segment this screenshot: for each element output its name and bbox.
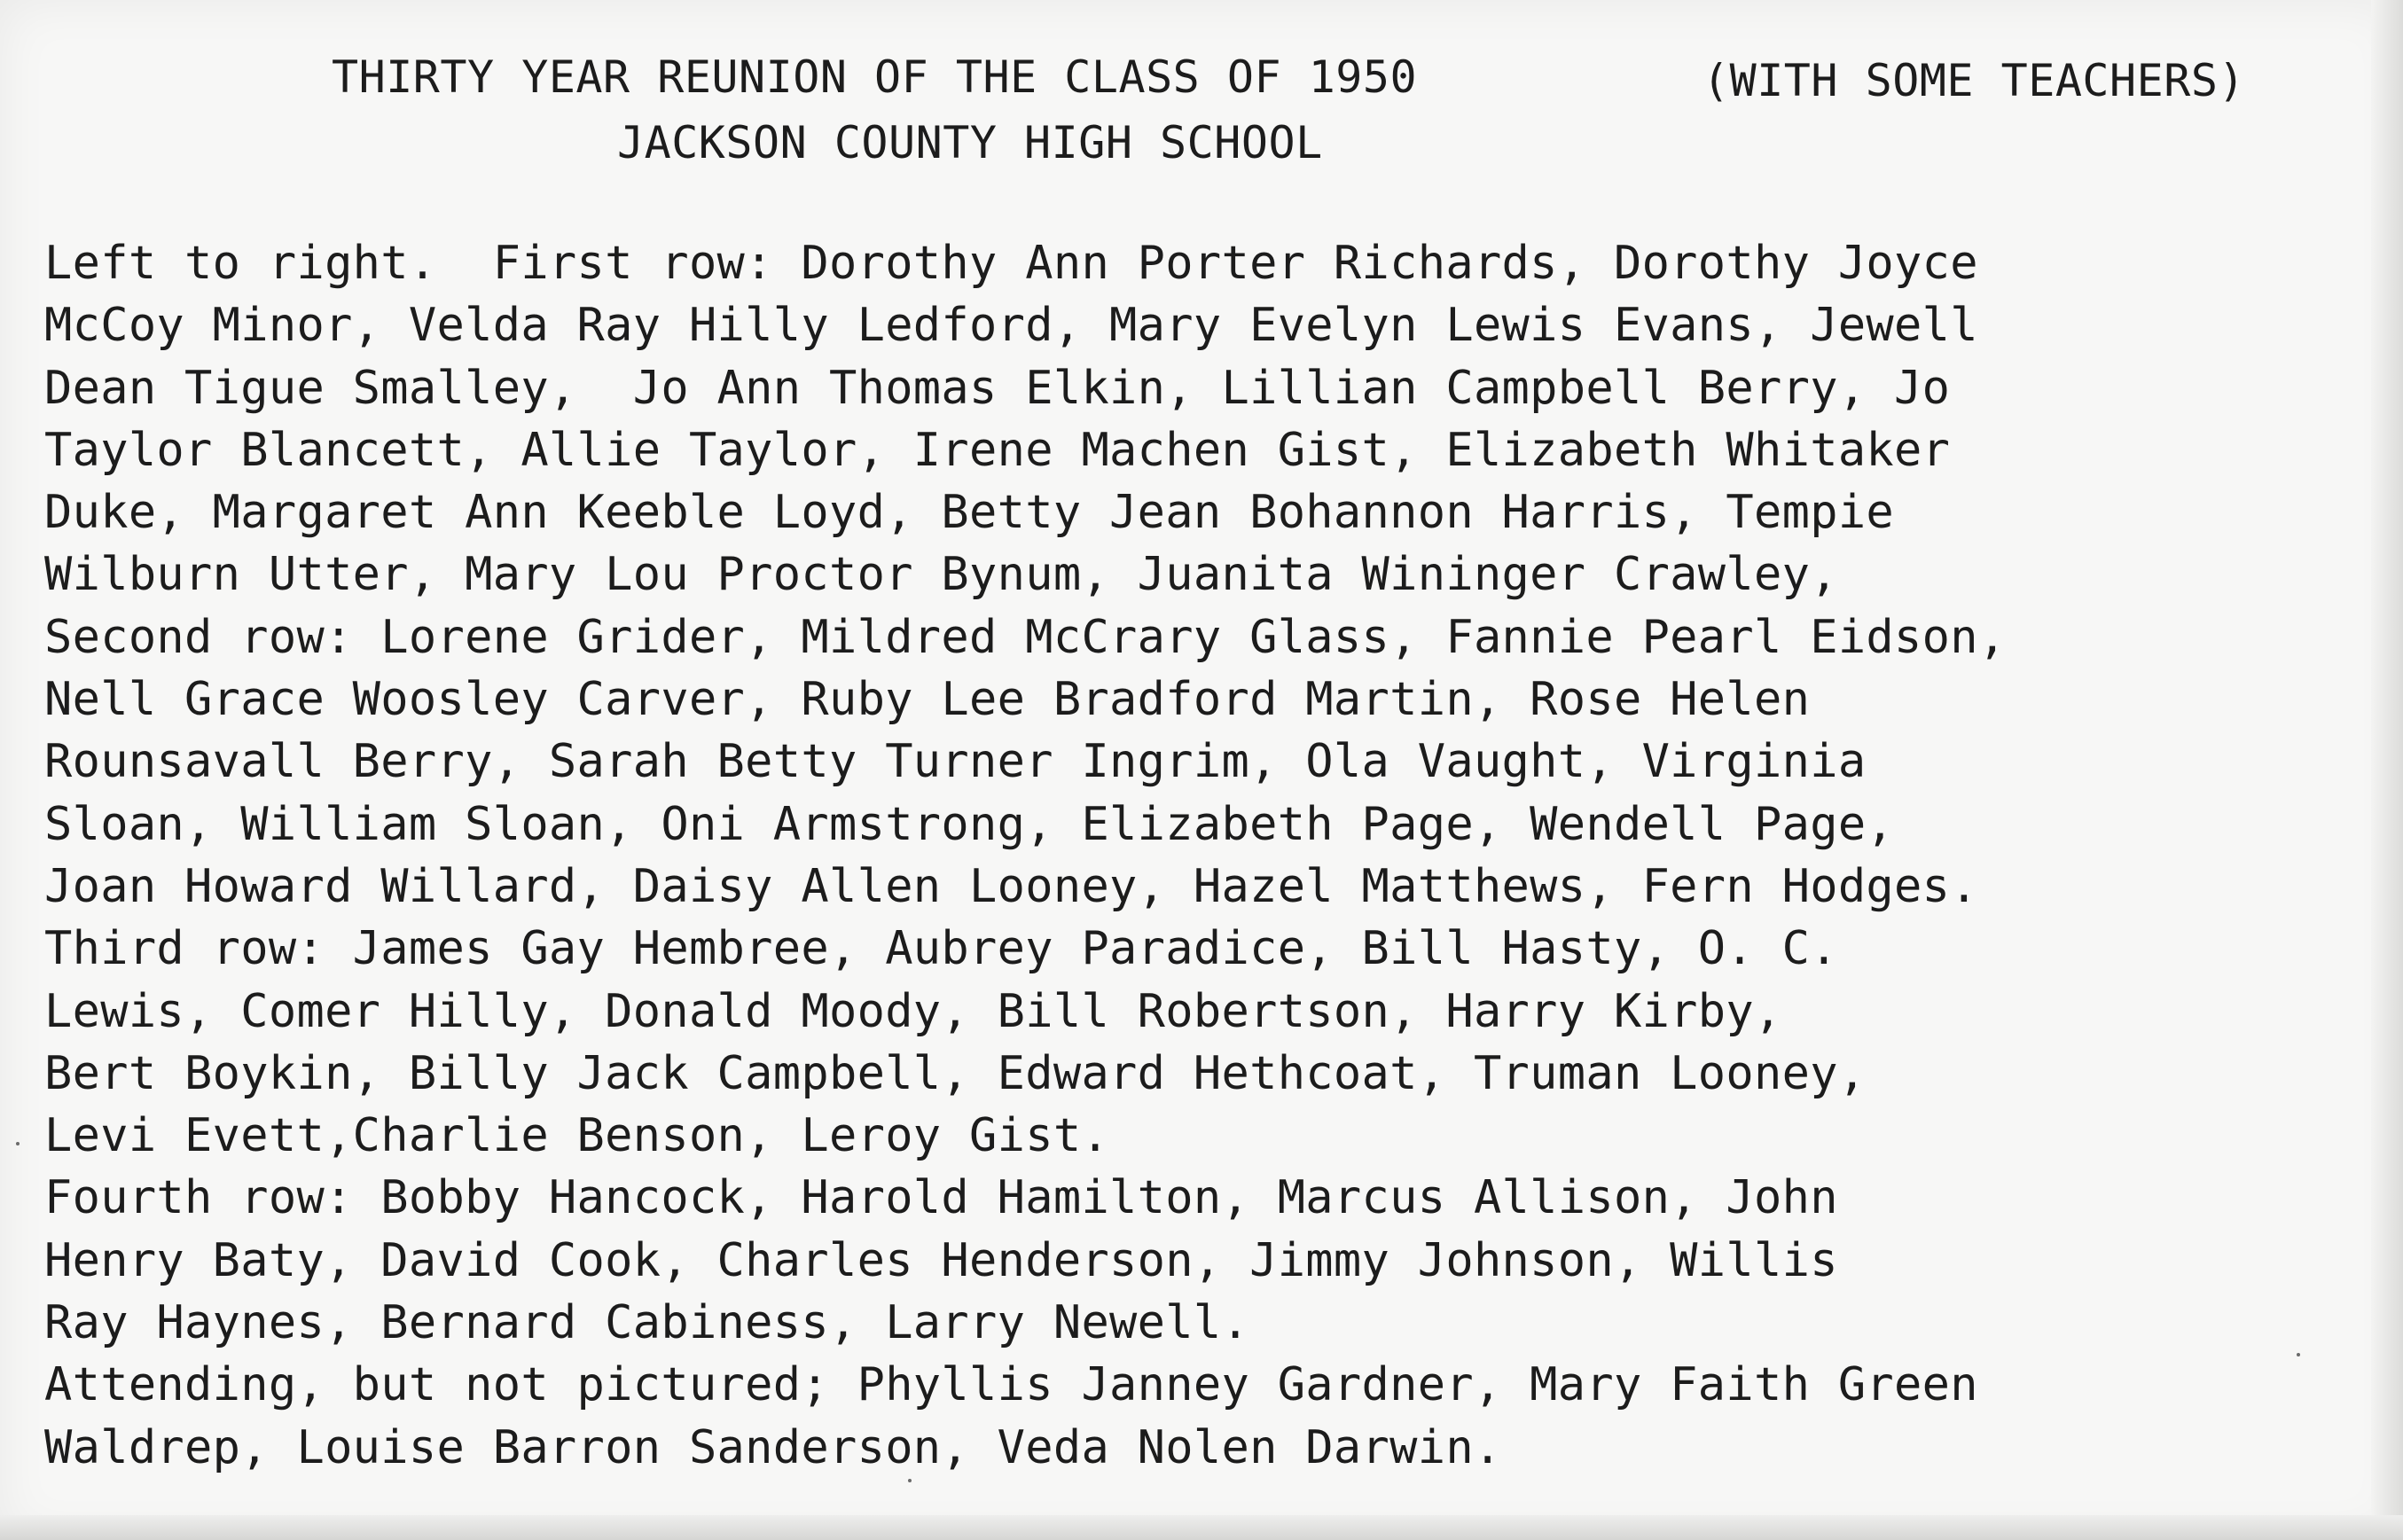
caption-line: Rounsavall Berry, Sarah Betty Turner Ingrim, Ola Vaught, Virginia bbox=[44, 735, 1867, 789]
caption-line: Henry Baty, David Cook, Charles Henderson, Jimmy Johnson, Willis bbox=[44, 1233, 1838, 1287]
caption-line: Bert Boykin, Billy Jack Campbell, Edward Hethcoat, Truman Looney, bbox=[44, 1046, 1867, 1100]
caption-line: Taylor Blancett, Allie Taylor, Irene Machen Gist, Elizabeth Whitaker bbox=[44, 423, 1951, 477]
paper-speck bbox=[908, 1479, 912, 1482]
card-edge-bottom bbox=[0, 1515, 2403, 1540]
paper-speck bbox=[2297, 1353, 2300, 1356]
caption-line: Nell Grace Woosley Carver, Ruby Lee Bradford Martin, Rose Helen bbox=[44, 673, 1811, 727]
caption-line: Third row: James Gay Hembree, Aubrey Paradice, Bill Hasty, O. C. bbox=[44, 922, 1838, 976]
caption-line: Joan Howard Willard, Daisy Allen Looney, Hazel Matthews, Fern Hodges. bbox=[44, 859, 1978, 913]
school-name: JACKSON COUNTY HIGH SCHOOL bbox=[617, 117, 1323, 168]
reunion-title: THIRTY YEAR REUNION OF THE CLASS OF 1950 bbox=[332, 51, 1418, 103]
paper-speck bbox=[16, 1142, 20, 1145]
caption-text bbox=[44, 232, 2006, 1479]
caption-line: Left to right. First row: Dorothy Ann Porter Richards, Dorothy Joyce bbox=[44, 237, 1978, 290]
caption-line: Ray Haynes, Bernard Cabiness, Larry Newell. bbox=[44, 1296, 1250, 1350]
caption-line: Wilburn Utter, Mary Lou Proctor Bynum, Juanita Wininger Crawley, bbox=[44, 548, 1838, 602]
caption-line: Fourth row: Bobby Hancock, Harold Hamilton, Marcus Allison, John bbox=[44, 1171, 1838, 1225]
caption-line: Attending, but not pictured; Phyllis Janney Gardner, Mary Faith Green bbox=[44, 1358, 1978, 1412]
caption-line: Second row: Lorene Grider, Mildred McCrary Glass, Fannie Pearl Eidson, bbox=[44, 610, 2007, 664]
caption-line: Lewis, Comer Hilly, Donald Moody, Bill Robertson, Harry Kirby, bbox=[44, 984, 1782, 1038]
caption-line: Levi Evett,Charlie Benson, Leroy Gist. bbox=[44, 1109, 1110, 1163]
caption-line: Sloan, William Sloan, Oni Armstrong, Elizabeth Page, Wendell Page, bbox=[44, 797, 1895, 851]
caption-line: Duke, Margaret Ann Keeble Loyd, Betty Jean Bohannon Harris, Tempie bbox=[44, 486, 1895, 540]
caption-line: McCoy Minor, Velda Ray Hilly Ledford, Mary Evelyn Lewis Evans, Jewell bbox=[44, 299, 1978, 353]
caption-line: Waldrep, Louise Barron Sanderson, Veda Nolen Darwin. bbox=[44, 1420, 1502, 1474]
caption-line: Dean Tigue Smalley, Jo Ann Thomas Elkin, Lillian Campbell Berry, Jo bbox=[44, 361, 1951, 415]
reunion-title-note: (WITH SOME TEACHERS) bbox=[1702, 55, 2246, 106]
card-edge-right bbox=[2371, 0, 2403, 1540]
